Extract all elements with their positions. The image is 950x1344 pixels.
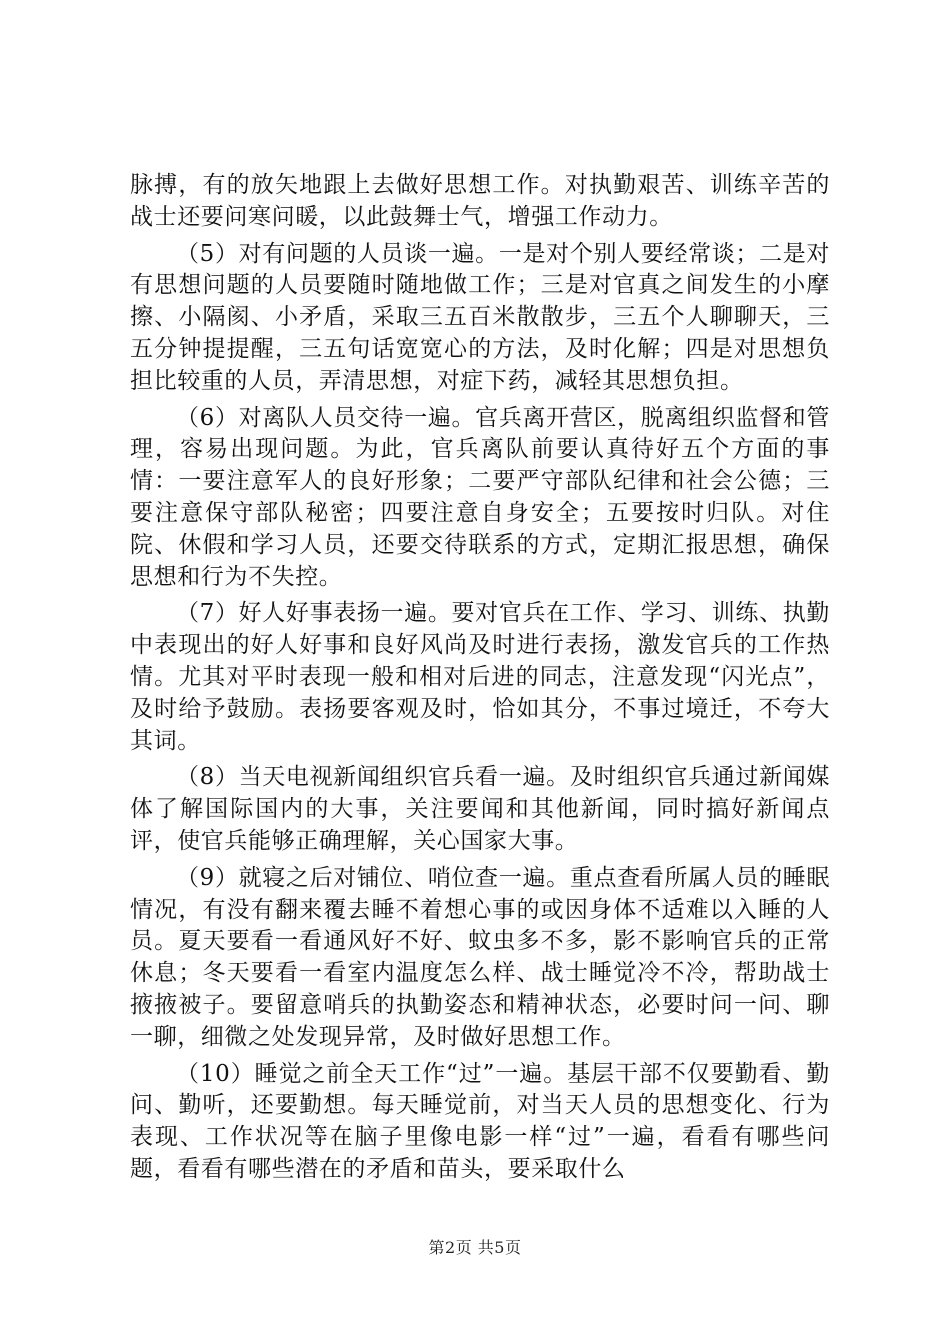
paragraph-item-9: （9）就寝之后对铺位、哨位查一遍。重点查看所属人员的睡眠情况，有没有翻来覆去睡不着想心事的或因身体不适难以入睡的人员。夏天要看一看通风好不好、蚊虫多不多，影不影响官兵的正常休息；冬天要看一看室内温度怎么样、战士睡觉冷不冷，帮助战士掖掖被子。要留意哨兵的执勤姿态和精神状态，必要时问一问、聊一聊，细微之处发现异常，及时做好思想工作。 [130,864,830,1050]
page-number-footer: 第2页 共5页 [428,1238,522,1257]
paragraph-item-8: （8）当天电视新闻组织官兵看一遍。及时组织官兵通过新闻媒体了解国际国内的大事，关注要闻和其他新闻，同时搞好新闻点评，使官兵能够正确理解，关心国家大事。 [130,764,830,854]
paragraph-item-7: （7）好人好事表扬一遍。要对官兵在工作、学习、训练、执勤中表现出的好人好事和良好风尚及时进行表扬，激发官兵的工作热情。尤其对平时表现一般和相对后进的同志，注意发现“闪光点”，及时给予鼓励。表扬要客观及时，恰如其分，不事过境迁，不夸大其词。 [130,600,830,754]
paragraph-item-5: （5）对有问题的人员谈一遍。一是对个别人要经常谈；二是对有思想问题的人员要随时随地做工作；三是对官真之间发生的小摩擦、小隔阂、小矛盾，采取三五百米散散步，三五个人聊聊天，三五分钟提提醒，三五句话宽宽心的方法，及时化解；四是对思想负担比较重的人员，弄清思想，对症下药，减轻其思想负担。 [130,240,830,394]
paragraph-item-10: （10）睡觉之前全天工作“过”一遍。基层干部不仅要勤看、勤问、勤听，还要勤想。每天睡觉前，对当天人员的思想变化、行为表现、工作状况等在脑子里像电影一样“过”一遍，看看有哪些问题，看看有哪些潜在的矛盾和苗头，要采取什么 [130,1060,830,1182]
paragraph-item-6: （6）对离队人员交待一遍。官兵离开营区，脱离组织监督和管理，容易出现问题。为此，官兵离队前要认真待好五个方面的事情：一要注意军人的良好形象；二要严守部队纪律和社会公德；三要注意保守部队秘密；四要注意自身安全；五要按时归队。对住院、休假和学习人员，还要交待联系的方式，定期汇报思想，确保思想和行为不失控。 [130,404,830,590]
paragraph-continuation: 脉搏，有的放矢地跟上去做好思想工作。对执勤艰苦、训练辛苦的战士还要问寒问暖，以此鼓舞士气，增强工作动力。 [130,172,830,230]
document-body [130,170,830,1191]
